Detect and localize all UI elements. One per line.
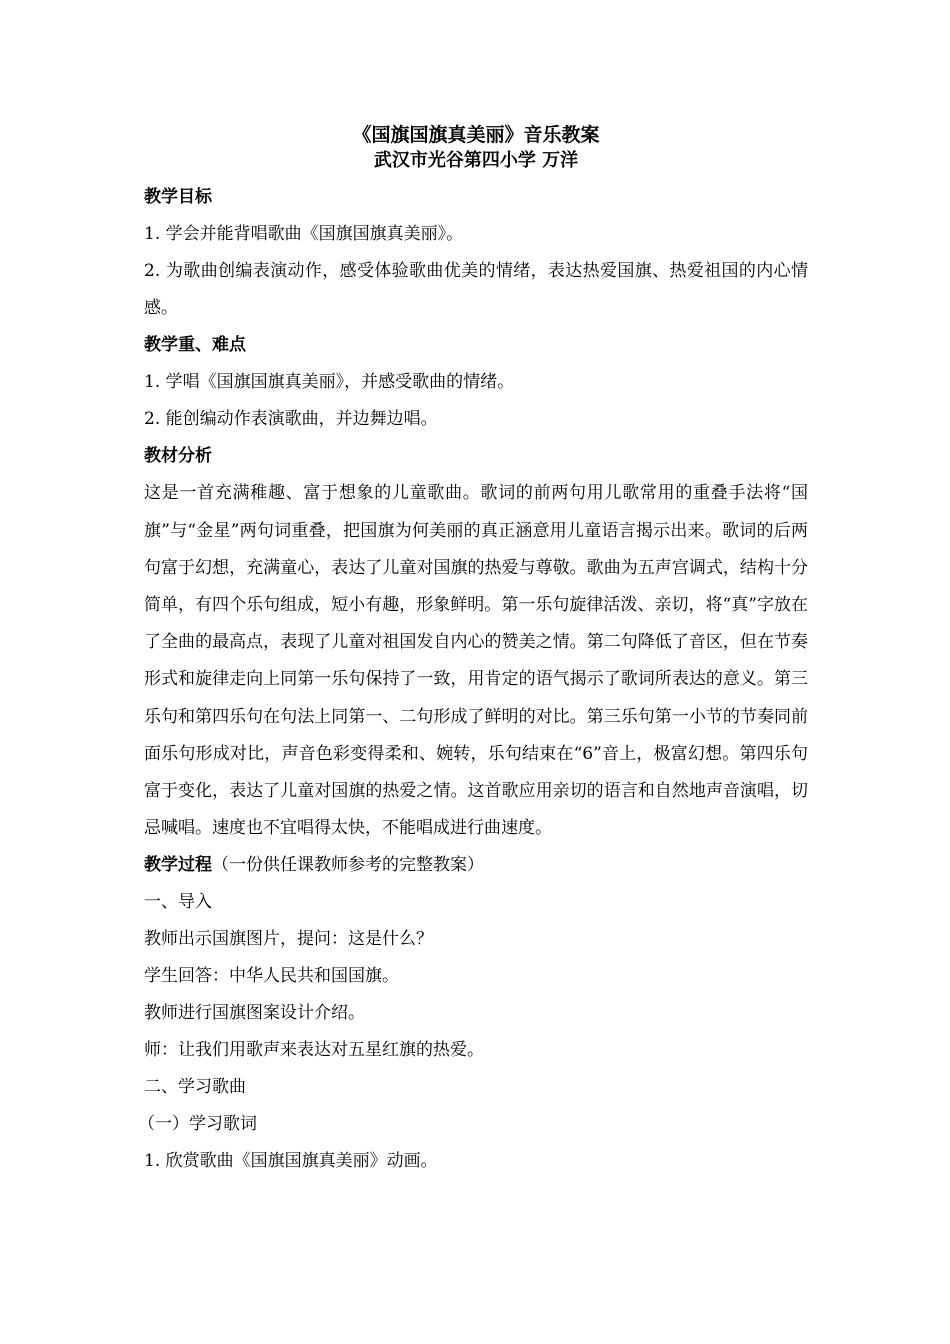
- goal-item-1: 1. 学会并能背唱歌曲《国旗国旗真美丽》。: [144, 224, 464, 244]
- analysis-heading: 教材分析: [144, 446, 212, 467]
- process-line-5: 师：让我们用歌声来表达对五星红旗的热爱。: [144, 1040, 484, 1061]
- process-line-4: 教师进行国旗图案设计介绍。: [144, 1003, 365, 1024]
- goal-item-2: 2. 为歌曲创编表演动作，感受体验歌曲优美的情绪，表达热爱国旗、热爱祖国的内心情感。: [144, 261, 808, 319]
- process-heading: [144, 847, 808, 884]
- document-body: [138, 122, 808, 1180]
- goals-heading: 教学目标: [144, 187, 212, 207]
- key-points-heading: 教学重、难点: [144, 335, 246, 356]
- key-point-item-2: 2. 能创编动作表演歌曲，并边舞边唱。: [144, 409, 438, 430]
- document-author: 武汉市光谷第四小学 万洋: [373, 150, 579, 171]
- process-line-7: （一）学习歌词: [138, 1114, 257, 1135]
- process-line-3: 学生回答：中华人民共和国国旗。: [144, 966, 399, 987]
- process-line-8: 1. 欣赏歌曲《国旗国旗真美丽》动画。: [144, 1151, 438, 1172]
- document-title: 《国旗国旗真美丽》音乐教案: [352, 124, 600, 146]
- process-line-2: 教师出示国旗图片，提问：这是什么？: [144, 929, 433, 950]
- key-point-item-1: 1. 学唱《国旗国旗真美丽》，并感受歌曲的情绪。: [144, 372, 515, 393]
- analysis-paragraph: 这是一首充满稚趣、富于想象的儿童歌曲。歌词的前两句用儿歌常用的重叠手法将“国旗”与“金星”两句词重叠，把国旗为何美丽的真正涵意用儿童语言揭示出来。歌词的后两句富于幻想，充满童心，表达了儿童对国旗的热爱与尊敬。歌曲为五声宫调式，结构十分简单，有四个乐句组成，短小有趣，形象鲜明。第一乐句旋律活泼、亲切，将“真”字放在了全曲的最高点，表现了儿童对祖国发自内心的赞美之情。第二句降低了音区，但在节奏形式和旋律走向上同第一乐句保持了一致，用肯定的语气揭示了歌词所表达的意义。第三乐句和第四乐句在句法上同第一、二句形成了鲜明的对比。第三乐句第一小节的节奏同前面乐句形成对比，声音色彩变得柔和、婉转，乐句结束在“6”音上，极富幻想。第四乐句富于变化，表达了儿童对国旗的热爱之情。这首歌应用亲切的语言和自然地声音演唱，切忌喊唱。速度也不宜唱得太快，不能唱成进行曲速度。: [144, 483, 808, 839]
- process-heading-note: （一份供任课教师参考的完整教案）: [212, 855, 484, 876]
- process-line-1: 一、导入: [144, 892, 212, 913]
- process-line-6: 二、学习歌曲: [144, 1077, 246, 1098]
- process-heading-label: 教学过程: [144, 855, 212, 876]
